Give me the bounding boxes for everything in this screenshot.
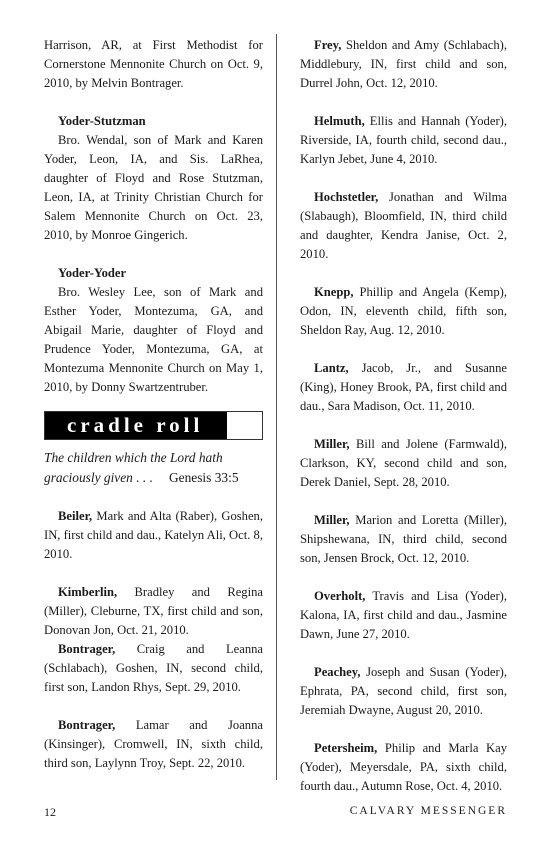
birth-entry xyxy=(300,739,507,796)
family-name: Overholt, xyxy=(314,589,366,603)
family-name: Hochstetler, xyxy=(314,190,379,204)
wedding-entry xyxy=(44,264,263,397)
birth-details: Bradley and Regina (Miller), Cleburne, TX, first child and son, Donovan Jon, Oct. 21, 2010. xyxy=(44,585,263,637)
family-name: Peachey, xyxy=(314,665,361,679)
magazine-title: CALVARY MESSENGER xyxy=(349,805,507,817)
birth-details: Jacob, Jr., and Susanne (King), Honey Brook, PA, first child and dau., Sara Madison, Oct. 11, 2010. xyxy=(300,361,507,413)
birth-entry xyxy=(44,640,263,697)
wedding-heading: Yoder-Yoder xyxy=(58,266,127,280)
birth-entry xyxy=(44,507,263,564)
family-name: Bontrager, xyxy=(58,642,116,656)
scripture-verse xyxy=(44,448,263,488)
birth-entry xyxy=(300,435,507,492)
family-name: Helmuth, xyxy=(314,114,365,128)
wedding-text: Bro. Wendal, son of Mark and Karen Yoder, Leon, IA, and Sis. LaRhea, daughter of Floyd and Rose Stutzman, Leon, IA, at Trinity Christian Church for Salem Mennonite Church on Oct. 23, 2010, by Monroe Gingerich. xyxy=(44,133,263,242)
birth-entry xyxy=(300,663,507,720)
section-banner xyxy=(44,411,263,440)
birth-details: Ellis and Hannah (Yoder), Riverside, IA, fourth child, second dau., Karlyn Jebet, June 4, 2010. xyxy=(300,114,507,166)
birth-entry xyxy=(300,283,507,340)
birth-details: Philip and Marla Kay (Yoder), Meyersdale, PA, sixth child, fourth dau., Autumn Rose, Oct. 4, 2010. xyxy=(300,741,507,793)
page-number: 12 xyxy=(44,805,56,819)
birth-entry xyxy=(44,716,263,773)
birth-entry xyxy=(300,359,507,416)
birth-entry xyxy=(44,583,263,640)
family-name: Beiler, xyxy=(58,509,93,523)
birth-details: Mark and Alta (Raber), Goshen, IN, first child and dau., Katelyn Ali, Oct. 8, 2010. xyxy=(44,509,263,561)
birth-details: Sheldon and Amy (Schlabach), Middlebury, IN, first child and son, Durrel John, Oct. 12, 2010. xyxy=(300,38,507,90)
birth-entry xyxy=(300,511,507,568)
verse-text: The children which the Lord hath graciously given . . . xyxy=(44,450,223,485)
left-column xyxy=(44,36,263,773)
wedding-continuation: Harrison, AR, at First Methodist for Cornerstone Mennonite Church on Oct. 9, 2010, by Melvin Bontrager. xyxy=(44,38,263,90)
birth-entry xyxy=(300,188,507,264)
family-name: Frey, xyxy=(314,38,342,52)
section-title: cradle roll xyxy=(67,413,204,437)
family-name: Miller, xyxy=(314,513,350,527)
wedding-text: Bro. Wesley Lee, son of Mark and Esther Yoder, Montezuma, GA, and Abigail Marie, daughter of Floyd and Prudence Yoder, Montezuma, GA, at Montezuma Mennonite Church on May 1, 2010, by Donny Swartzentruber. xyxy=(44,285,263,394)
family-name: Kimberlin, xyxy=(58,585,118,599)
wedding-entry xyxy=(44,112,263,245)
birth-details: Bill and Jolene (Farmwald), Clarkson, KY, second child and son, Derek Daniel, Sept. 28, 2010. xyxy=(300,437,507,489)
birth-entry xyxy=(300,587,507,644)
birth-entry xyxy=(300,36,507,93)
birth-entry xyxy=(300,112,507,169)
birth-details: Phillip and Angela (Kemp), Odon, IN, eleventh child, fifth son, Sheldon Ray, Aug. 12, 2010. xyxy=(300,285,507,337)
family-name: Knepp, xyxy=(314,285,354,299)
verse-reference: Genesis 33:5 xyxy=(168,470,239,485)
birth-details: Travis and Lisa (Yoder), Kalona, IA, first child and dau., Jasmine Dawn, June 27, 2010. xyxy=(300,589,507,641)
birth-details: Lamar and Joanna (Kinsinger), Cromwell, IN, sixth child, third son, Laylynn Troy, Sept. 22, 2010. xyxy=(44,718,263,770)
family-name: Petersheim, xyxy=(314,741,378,755)
wedding-heading: Yoder-Stutzman xyxy=(58,114,146,128)
right-column xyxy=(300,36,507,796)
birth-details: Craig and Leanna (Schlabach), Goshen, IN, second child, first son, Landon Rhys, Sept. 29, 2010. xyxy=(44,642,263,694)
family-name: Miller, xyxy=(314,437,350,451)
birth-details: Jonathan and Wilma (Slabaugh), Bloomfield, IN, third child and daughter, Kendra Janise, Oct. 2, 2010. xyxy=(300,190,507,261)
family-name: Bontrager, xyxy=(58,718,116,732)
column-divider xyxy=(276,34,277,780)
birth-details: Joseph and Susan (Yoder), Ephrata, PA, second child, first son, Jeremiah Dwayne, August 20, 2010. xyxy=(300,665,507,717)
birth-details: Marion and Loretta (Miller), Shipshewana, IN, third child, second son, Jensen Brock, Oct. 12, 2010. xyxy=(300,513,507,565)
family-name: Lantz, xyxy=(314,361,349,375)
